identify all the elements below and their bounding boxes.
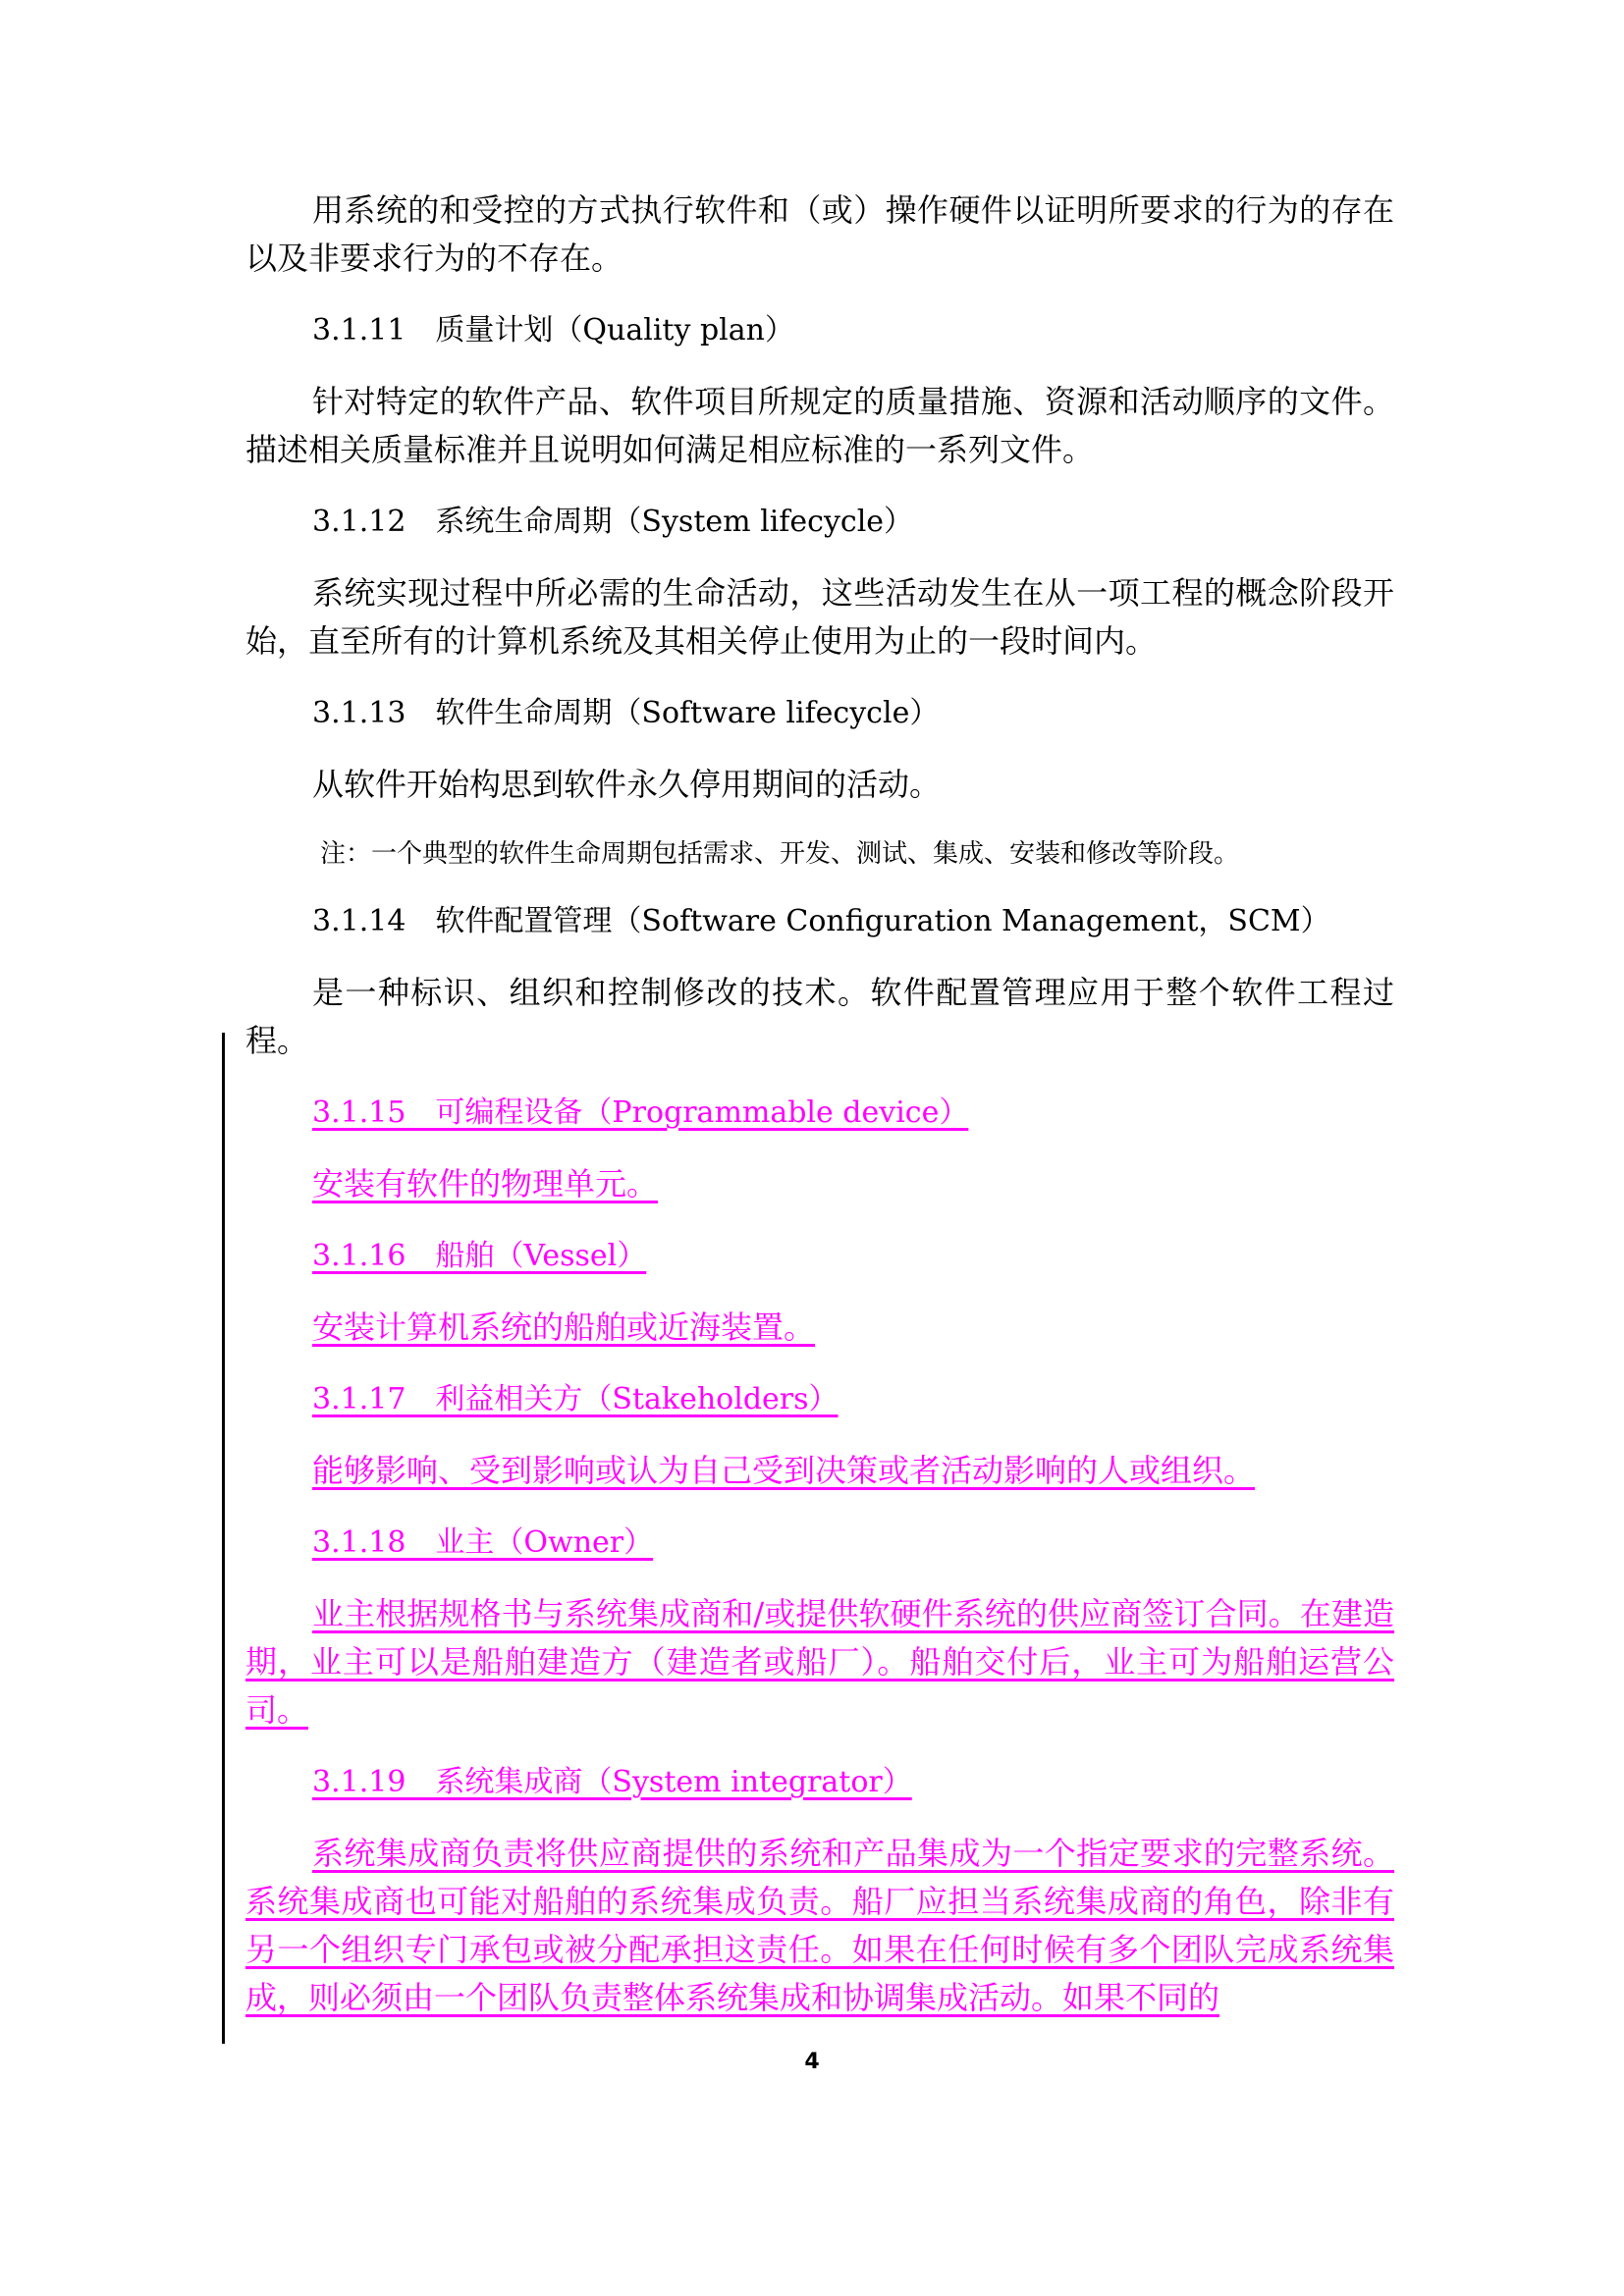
heading-3-1-13: 3.1.13 软件生命周期（Software lifecycle） — [312, 696, 940, 730]
revised-text-3-1-15: 安装有软件的物理单元。 — [312, 1165, 659, 1202]
heading-3-1-11: 3.1.11 质量计划（Quality plan） — [312, 313, 794, 347]
paragraph-3-1-10-definition: 用系统的和受控的方式执行软件和（或）操作硬件以证明所要求的行为的存在以及非要求行为的不存在。 — [245, 191, 1394, 277]
note-3-1-13: 注：一个典型的软件生命周期包括需求、开发、测试、集成、安装和修改等阶段。 — [320, 839, 1240, 869]
paragraph-3-1-12-definition: 系统实现过程中所必需的生命活动，这些活动发生在从一项工程的概念阶段开始，直至所有的计算机系统及其相关停止使用为止的一段时间内。 — [245, 574, 1394, 660]
revised-text-3-1-19: 系统集成商负责将供应商提供的系统和产品集成为一个指定要求的完整系统。系统集成商也可能对船舶的系统集成负责。船厂应担当系统集成商的角色，除非有另一个组织专门承包或被分配承担这责任。如果在任何时候有多个团队完成系统集成，则必须由一个团队负责整体系统集成和协调集成活动。如果不同的 — [245, 1835, 1394, 2016]
document-page — [245, 187, 1394, 2046]
heading-3-1-12: 3.1.12 系统生命周期（System lifecycle） — [312, 505, 914, 539]
revised-heading-3-1-15: 3.1.15 可编程设备（Programmable device） — [312, 1095, 969, 1130]
revision-change-bar — [222, 1033, 225, 2044]
heading-3-1-14: 3.1.14 软件配置管理（Software Configuration Management，SCM） — [312, 904, 1330, 938]
revised-heading-3-1-16: 3.1.16 船舶（Vessel） — [312, 1239, 647, 1273]
paragraph-3-1-19-definition — [245, 1830, 1394, 2022]
revised-heading-3-1-19: 3.1.19 系统集成商（System integrator） — [312, 1765, 912, 1799]
revised-heading-3-1-18: 3.1.18 业主（Owner） — [312, 1525, 654, 1560]
paragraph-3-1-17-definition — [245, 1447, 1394, 1495]
revised-text-3-1-16: 安装计算机系统的船舶或近海装置。 — [312, 1308, 816, 1346]
paragraph-3-1-13-definition: 从软件开始构思到软件永久停用期间的活动。 — [312, 766, 942, 803]
heading-3-1-15 — [245, 1089, 1394, 1137]
heading-3-1-18 — [245, 1519, 1394, 1567]
revised-heading-3-1-17: 3.1.17 利益相关方（Stakeholders） — [312, 1382, 839, 1416]
heading-3-1-16 — [245, 1232, 1394, 1280]
paragraph-3-1-18-definition — [245, 1590, 1394, 1735]
heading-3-1-19 — [245, 1758, 1394, 1806]
page-number: 4 — [804, 2050, 820, 2074]
revised-text-3-1-18: 业主根据规格书与系统集成商和/或提供软硬件系统的供应商签订合同。在建造期，业主可以是船舶建造方（建造者或船厂）。船舶交付后，业主可为船舶运营公司。 — [245, 1595, 1394, 1729]
heading-3-1-17 — [245, 1375, 1394, 1423]
paragraph-3-1-15-definition — [245, 1160, 1394, 1208]
revised-text-3-1-17: 能够影响、受到影响或认为自己受到决策或者活动影响的人或组织。 — [312, 1452, 1256, 1489]
paragraph-3-1-16-definition — [245, 1304, 1394, 1352]
paragraph-3-1-14-definition: 是一种标识、组织和控制修改的技术。软件配置管理应用于整个软件工程过程。 — [245, 974, 1394, 1059]
paragraph-3-1-11-definition: 针对特定的软件产品、软件项目所规定的质量措施、资源和活动顺序的文件。描述相关质量标准并且说明如何满足相应标准的一系列文件。 — [245, 383, 1394, 468]
